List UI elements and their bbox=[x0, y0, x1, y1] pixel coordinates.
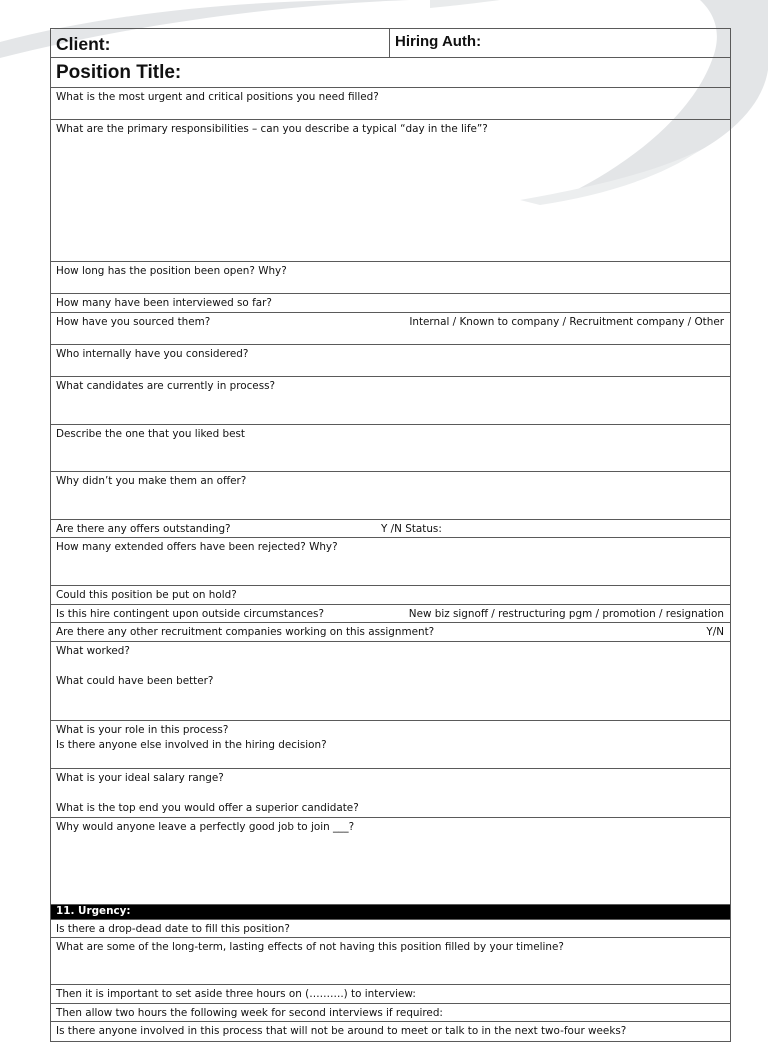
question-row[interactable]: What are the primary responsibilities – can you describe a typical “day in the life”? bbox=[51, 120, 731, 262]
question-row[interactable]: Is there a drop-dead date to fill this position? bbox=[51, 919, 731, 938]
question-row[interactable]: How have you sourced them? Internal / Known to company / Recruitment company / Other bbox=[51, 312, 731, 344]
other-recruiters-yn: Y/N bbox=[706, 626, 724, 638]
sourcing-options: Internal / Known to company / Recruitment company / Other bbox=[409, 315, 724, 328]
question-row[interactable]: What worked? What could have been better? bbox=[51, 641, 731, 720]
hiring-auth-field[interactable]: Hiring Auth: bbox=[390, 29, 731, 58]
question-row[interactable]: Is this hire contingent upon outside circumstances? New biz signoff / restructuring pgm / promotion / resignation bbox=[51, 604, 731, 623]
question-row[interactable]: Why didn’t you make them an offer? bbox=[51, 471, 731, 519]
question-row[interactable]: What is your role in this process? Is there anyone else involved in the hiring decision? bbox=[51, 720, 731, 768]
question-row[interactable]: Are there any offers outstanding? Y /N Status: bbox=[51, 519, 731, 538]
question-row[interactable]: What is your ideal salary range? What is the top end you would offer a superior candidate? bbox=[51, 768, 731, 817]
question-row[interactable]: What candidates are currently in process? bbox=[51, 376, 731, 424]
question-row[interactable]: Who internally have you considered? bbox=[51, 344, 731, 376]
question-row[interactable]: Are there any other recruitment companies working on this assignment? Y/N bbox=[51, 623, 731, 642]
question-row[interactable]: Why would anyone leave a perfectly good job to join ___? bbox=[51, 817, 731, 904]
contingency-options: New biz signoff / restructuring pgm / promotion / resignation bbox=[408, 607, 724, 620]
question-row[interactable]: How long has the position been open? Why? bbox=[51, 262, 731, 294]
position-title-field[interactable]: Position Title: bbox=[51, 58, 731, 88]
question-row[interactable]: Could this position be put on hold? bbox=[51, 586, 731, 605]
client-intake-form bbox=[50, 28, 731, 1042]
client-field[interactable]: Client: bbox=[51, 29, 390, 58]
section-header-urgency: 11. Urgency: bbox=[51, 904, 731, 919]
question-row[interactable]: Describe the one that you liked best bbox=[51, 424, 731, 471]
question-row[interactable]: How many have been interviewed so far? bbox=[51, 294, 731, 313]
question-row[interactable]: What are some of the long-term, lasting effects of not having this position filled by your timeline? bbox=[51, 938, 731, 985]
offers-status: Y /N Status: bbox=[381, 522, 442, 535]
question-row[interactable]: What is the most urgent and critical positions you need filled? bbox=[51, 88, 731, 120]
question-row[interactable]: How many extended offers have been rejected? Why? bbox=[51, 538, 731, 586]
question-row[interactable]: Is there anyone involved in this process that will not be around to meet or talk to in the next two-four weeks? bbox=[51, 1022, 731, 1042]
question-row[interactable]: Then allow two hours the following week for second interviews if required: bbox=[51, 1003, 731, 1022]
question-row[interactable]: Then it is important to set aside three hours on (……….) to interview: bbox=[51, 985, 731, 1004]
